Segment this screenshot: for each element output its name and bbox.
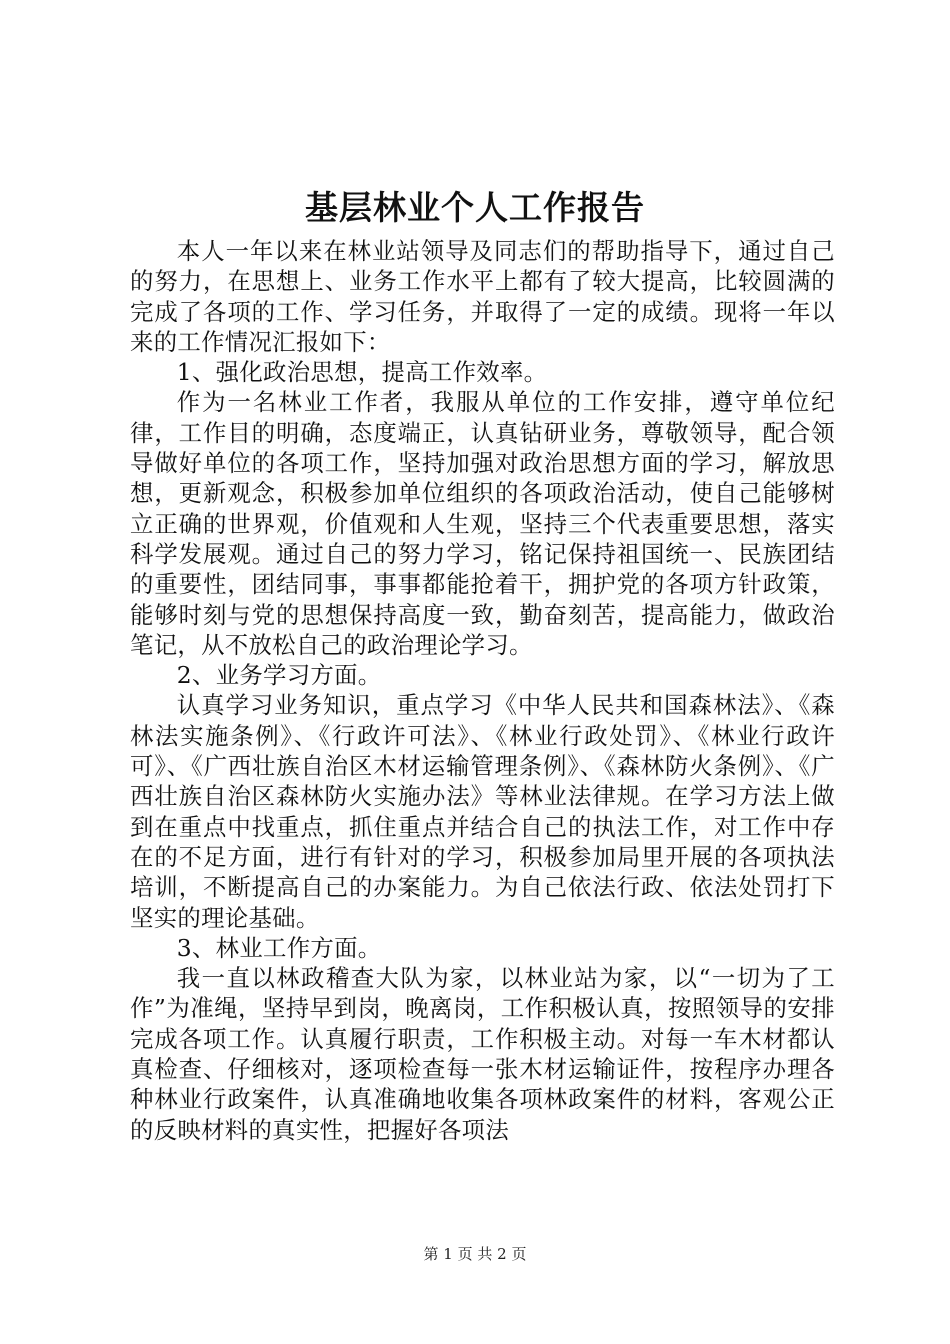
document-body — [130, 236, 835, 1145]
page-footer: 第 1 页 共 2 页 — [423, 1245, 527, 1263]
paragraph-intro: 本人一年以来在林业站领导及同志们的帮助指导下，通过自己的努力，在思想上、业务工作水平上都有了较大提高，比较圆满的完成了各项的工作、学习任务，并取得了一定的成绩。现将一年以来的工作情况汇报如下： — [130, 237, 835, 356]
section-heading-1: 1、强化政治思想，提高工作效率。 — [176, 358, 548, 387]
paragraph-section-2: 认真学习业务知识，重点学习《中华人民共和国森林法》、《森林法实施条例》、《行政许可法》、《林业行政处罚》、《林业行政许可》、《广西壮族自治区木材运输管理条例》、《森林防火条例》、《广西壮族自治区森林防火实施办法》等林业法律规。在学习方法上做到在重点中找重点，抓住重点并结合自己的执法工作，对工作中存在的不足方面，进行有针对的学习，积极参加局里开展的各项执法培训，不断提高自己的办案能力。为自己依法行政、依法处罚打下坚实的理论基础。 — [130, 691, 835, 932]
section-heading-3: 3、林业工作方面。 — [176, 933, 382, 962]
paragraph-section-3: 我一直以林政稽查大队为家，以林业站为家，以“一切为了工作”为准绳，坚持早到岗，晚离岗，工作积极认真，按照领导的安排完成各项工作。认真履行职责，工作积极主动。对每一车木材都认真检查、仔细核对，逐项检查每一张木材运输证件，按程序办理各种林业行政案件，认真准确地收集各项林政案件的材料，客观公正的反映材料的真实性，把握好各项法 — [130, 964, 835, 1144]
section-heading-2: 2、业务学习方面。 — [176, 661, 382, 690]
document-title: 基层林业个人工作报告 — [305, 188, 645, 227]
paragraph-section-1: 作为一名林业工作者，我服从单位的工作安排，遵守单位纪律，工作目的明确，态度端正，认真钻研业务，尊敬领导，配合领导做好单位的各项工作，坚持加强对政治思想方面的学习，解放思想，更新观念，积极参加单位组织的各项政治活动，使自己能够树立正确的世界观，价值观和人生观，坚持三个代表重要思想，落实科学发展观。通过自己的努力学习，铭记保持祖国统一、民族团结的重要性，团结同事，事事都能抢着干，拥护党的各项方针政策，能够时刻与党的思想保持高度一致，勤奋刻苦，提高能力，做政治笔记，从不放松自己的政治理论学习。 — [130, 388, 835, 659]
